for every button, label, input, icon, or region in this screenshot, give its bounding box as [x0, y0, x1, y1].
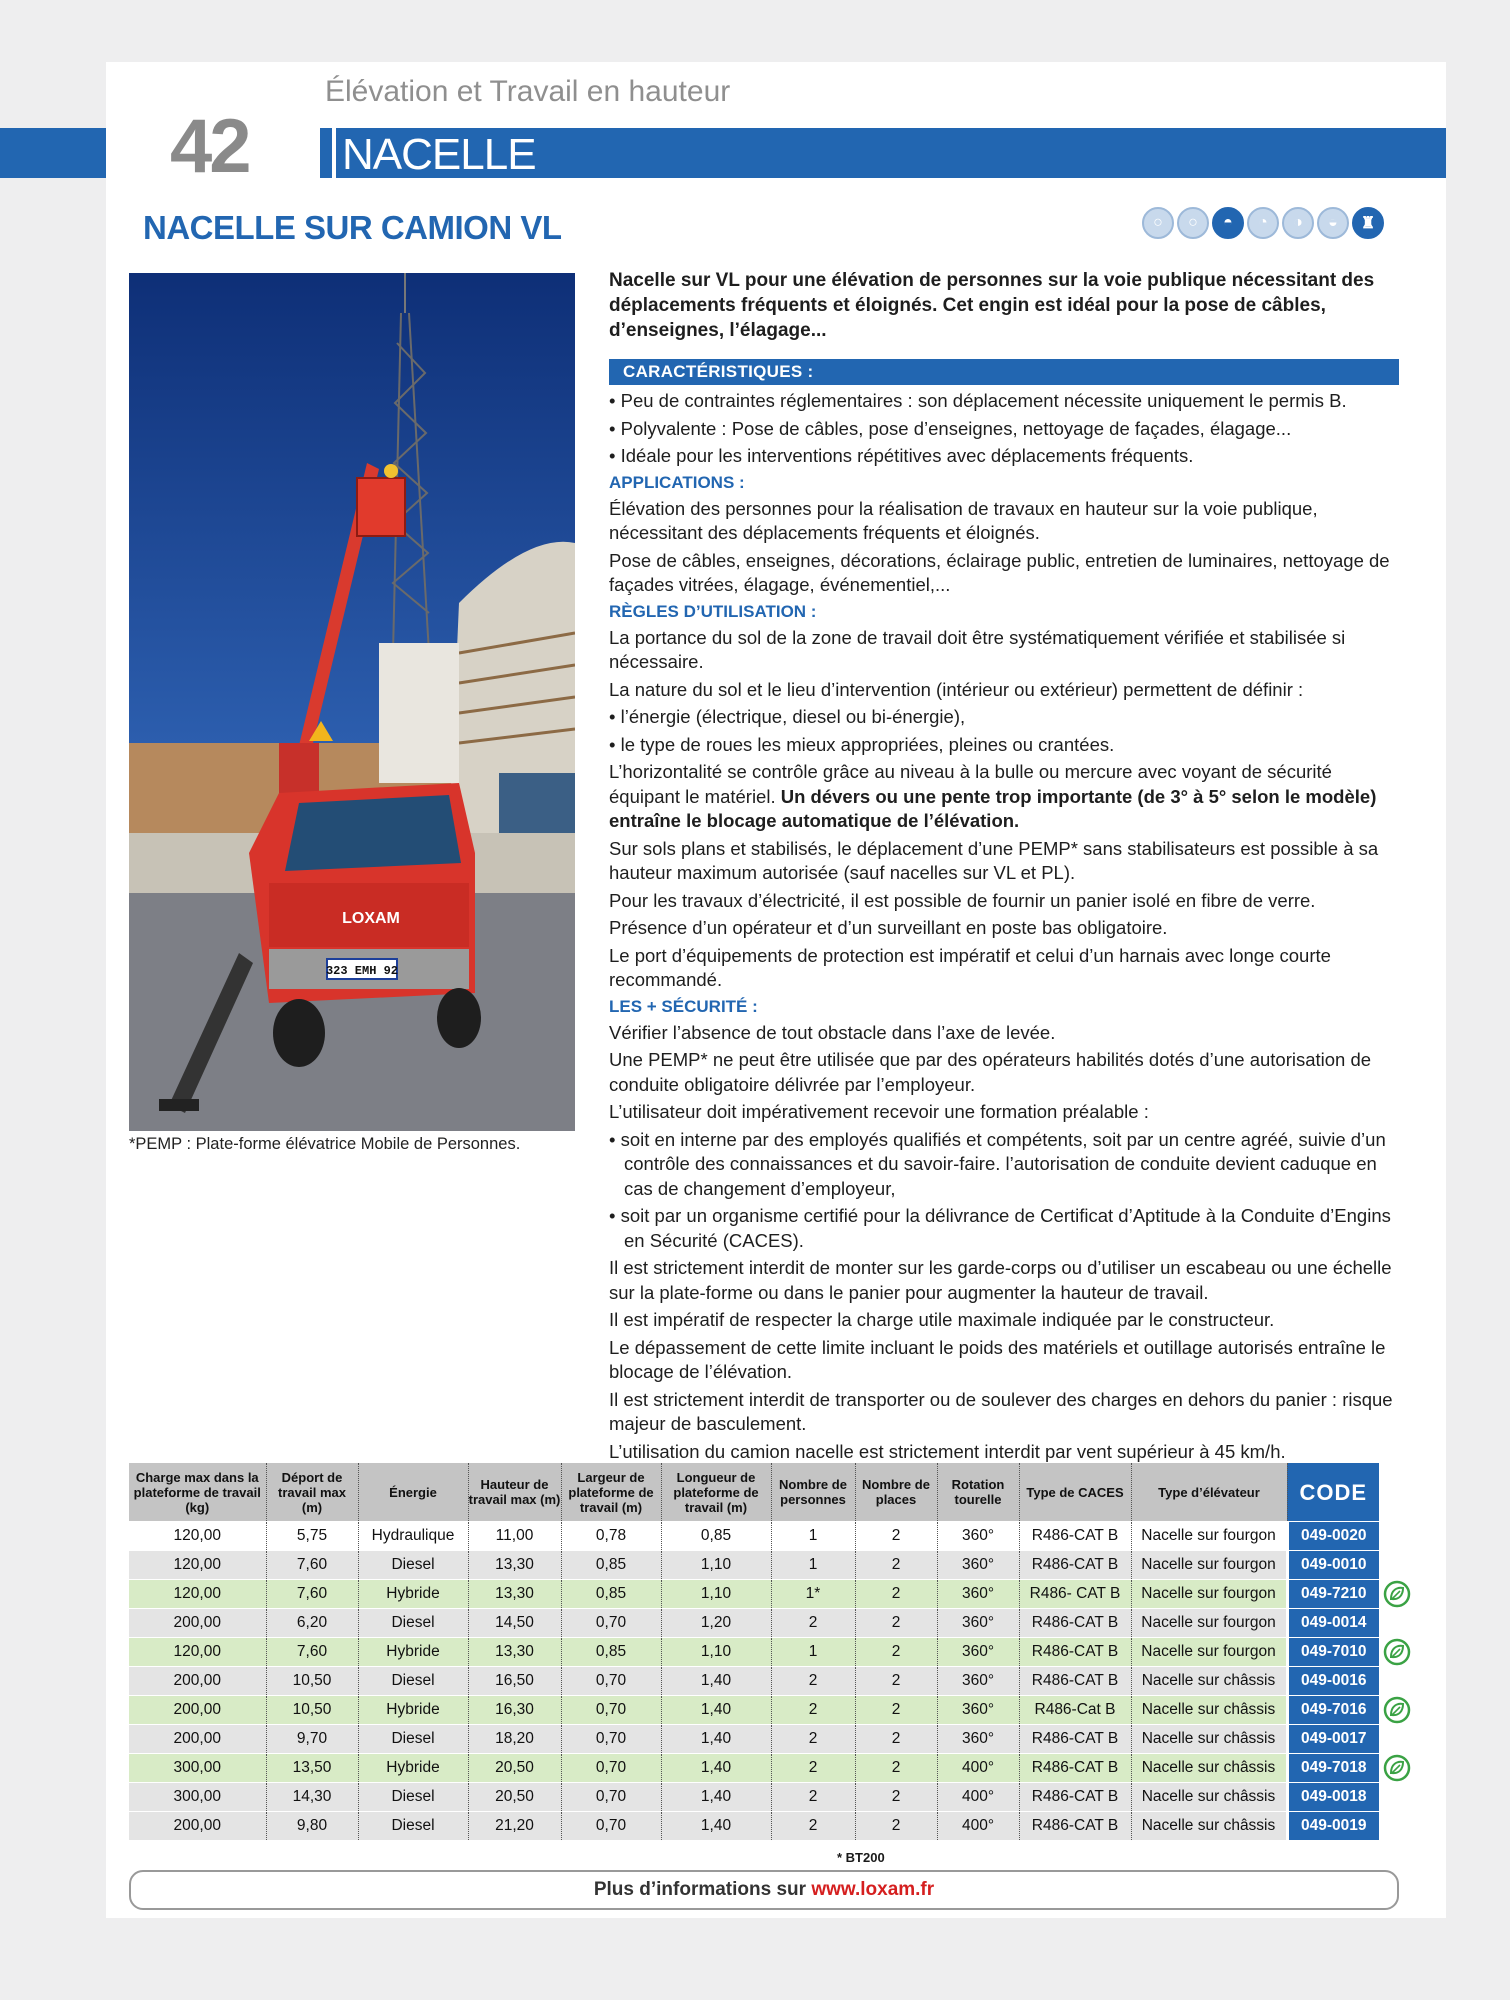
- applications-text: Pose de câbles, enseignes, décorations, éclairage public, entretien de luminaires, nettoyage de façades vitrées, élagage, événementiel,...: [609, 549, 1390, 595]
- cell-deport: 5,75: [266, 1522, 358, 1551]
- securite-heading: LES + SÉCURITÉ :: [609, 996, 758, 1016]
- cell-places: 2: [855, 1754, 937, 1783]
- cell-places: 2: [855, 1696, 937, 1725]
- cell-deport: 7,60: [266, 1638, 358, 1667]
- cell-longueur: 1,40: [661, 1696, 771, 1725]
- cell-caces: R486-CAT B: [1019, 1812, 1131, 1841]
- regles-bullet: • l’énergie (électrique, diesel ou bi-énergie),: [609, 705, 1399, 730]
- cell-hauteur: 13,30: [468, 1551, 561, 1580]
- col-header: Type d’élévateur: [1131, 1463, 1287, 1522]
- cell-charge: 120,00: [129, 1580, 266, 1609]
- cell-largeur: 0,70: [561, 1609, 661, 1638]
- col-header: Déport de travail max (m): [266, 1463, 358, 1522]
- col-header: Largeur de plateforme de travail (m): [561, 1463, 661, 1522]
- cell-caces: R486-CAT B: [1019, 1725, 1131, 1754]
- safety-icon-1: ○: [1142, 207, 1174, 239]
- table-row: [129, 1580, 1379, 1609]
- caracteristique-item: • Polyvalente : Pose de câbles, pose d’enseignes, nettoyage de façades, élagage...: [609, 417, 1399, 442]
- cell-charge: 200,00: [129, 1812, 266, 1841]
- cell-largeur: 0,70: [561, 1667, 661, 1696]
- safety-icon-2: ○: [1177, 207, 1209, 239]
- cell-energie: Diesel: [358, 1725, 468, 1754]
- applications-heading: APPLICATIONS :: [609, 472, 745, 492]
- cell-places: 2: [855, 1638, 937, 1667]
- cell-caces: R486-CAT B: [1019, 1522, 1131, 1551]
- cell-energie: Diesel: [358, 1783, 468, 1812]
- cell-deport: 9,70: [266, 1725, 358, 1754]
- category-title: NACELLE: [332, 128, 536, 178]
- table-row: [129, 1696, 1379, 1725]
- securite-text: Il est impératif de respecter la charge utile maximale indiquée par le constructeur.: [609, 1309, 1275, 1330]
- cell-personnes: 1: [771, 1551, 855, 1580]
- table-row: [129, 1638, 1379, 1667]
- cell-caces: R486-CAT B: [1019, 1609, 1131, 1638]
- cell-personnes: 2: [771, 1812, 855, 1841]
- cell-deport: 14,30: [266, 1783, 358, 1812]
- securite-bullet: • soit en interne par des employés qualifiés et compétents, soit par un centre agréé, suivie d’un contrôle des connaissances et du savoir-faire. l’autorisation de conduite devient caduque en cas de changement d’employeur,: [609, 1128, 1399, 1202]
- regles-warning: Un dévers ou une pente trop importante (de 3° à 5° selon le modèle) entraîne le blocage automatique de l’élévation.: [609, 785, 1377, 831]
- securite-text: L’utilisateur doit impérativement recevoir une formation préalable :: [609, 1101, 1149, 1122]
- securite-text: Il est strictement interdit de monter sur les garde-corps ou d’utiliser un escabeau ou une échelle sur la plate-forme ou dans le panier pour augmenter la hauteur de travail.: [609, 1257, 1392, 1303]
- cell-personnes: 1*: [771, 1580, 855, 1609]
- table-header-row: [129, 1463, 1379, 1522]
- cell-hauteur: 20,50: [468, 1783, 561, 1812]
- cell-longueur: 1,40: [661, 1783, 771, 1812]
- cell-hauteur: 20,50: [468, 1754, 561, 1783]
- cell-largeur: 0,70: [561, 1812, 661, 1841]
- helmet-icon: ◓: [1212, 207, 1244, 239]
- cell-longueur: 1,10: [661, 1638, 771, 1667]
- table-row: [129, 1551, 1379, 1580]
- cell-caces: R486-CAT B: [1019, 1667, 1131, 1696]
- regles-text: L’horizontalité se contrôle grâce au niveau à la bulle ou mercure avec voyant de sécurité équipant le matériel.: [609, 761, 1332, 807]
- cell-largeur: 0,78: [561, 1522, 661, 1551]
- cell-deport: 9,80: [266, 1812, 358, 1841]
- cell-charge: 200,00: [129, 1667, 266, 1696]
- cell-largeur: 0,85: [561, 1551, 661, 1580]
- securite-text: Il est strictement interdit de transporter ou de soulever des charges en dehors du panier : risque majeur de basculement.: [609, 1388, 1393, 1434]
- applications-text: Élévation des personnes pour la réalisation de travaux en hauteur sur la voie publique, nécessitant des déplacements fréquents et éloignés.: [609, 497, 1318, 543]
- regles-text: La nature du sol et le lieu d’intervention (intérieur ou extérieur) permettent de définir :: [609, 678, 1304, 700]
- cell-elevateur: Nacelle sur fourgon: [1131, 1609, 1287, 1638]
- cell-energie: Diesel: [358, 1667, 468, 1696]
- cell-hauteur: 11,00: [468, 1522, 561, 1551]
- eco-leaf-icon: [1383, 1696, 1411, 1724]
- cell-caces: R486-Cat B: [1019, 1696, 1131, 1725]
- cell-deport: 10,50: [266, 1667, 358, 1696]
- eco-leaf-icon: [1383, 1754, 1411, 1782]
- cell-hauteur: 14,50: [468, 1609, 561, 1638]
- cell-places: 2: [855, 1783, 937, 1812]
- table-row: [129, 1754, 1379, 1783]
- cell-largeur: 0,85: [561, 1638, 661, 1667]
- table-footnote: * BT200: [837, 1850, 885, 1865]
- col-header: Charge max dans la plateforme de travail (kg): [129, 1463, 266, 1522]
- cell-charge: 120,00: [129, 1551, 266, 1580]
- cell-charge: 120,00: [129, 1638, 266, 1667]
- product-photo: [129, 273, 575, 1131]
- cell-longueur: 1,40: [661, 1812, 771, 1841]
- photo-plate-text: 323 EMH 92: [325, 964, 399, 978]
- cell-places: 2: [855, 1609, 937, 1638]
- cell-hauteur: 18,20: [468, 1725, 561, 1754]
- col-header: Nombre de places: [855, 1463, 937, 1522]
- cell-code[interactable]: 049-0010: [1287, 1551, 1379, 1580]
- photo-brand-text: LOXAM: [342, 910, 400, 927]
- safety-icons: [1142, 207, 1384, 239]
- cell-energie: Hybride: [358, 1696, 468, 1725]
- cell-hauteur: 13,30: [468, 1580, 561, 1609]
- securite-text: Le dépassement de cette limite incluant le poids des matériels et outillage autorisés entraîne le blocage de l’élévation.: [609, 1336, 1386, 1382]
- cell-code[interactable]: 049-0018: [1287, 1783, 1379, 1812]
- description-column: [609, 268, 1399, 1467]
- caracteristique-item: • Peu de contraintes réglementaires : son déplacement nécessite uniquement le permis B.: [609, 389, 1399, 414]
- cell-elevateur: Nacelle sur châssis: [1131, 1754, 1287, 1783]
- cell-charge: 200,00: [129, 1696, 266, 1725]
- cell-places: 2: [855, 1812, 937, 1841]
- cell-rotation: 360°: [937, 1580, 1019, 1609]
- cell-elevateur: Nacelle sur châssis: [1131, 1696, 1287, 1725]
- cell-energie: Hydraulique: [358, 1522, 468, 1551]
- cell-largeur: 0,70: [561, 1696, 661, 1725]
- cell-largeur: 0,85: [561, 1580, 661, 1609]
- cell-charge: 200,00: [129, 1609, 266, 1638]
- cell-largeur: 0,70: [561, 1783, 661, 1812]
- cell-rotation: 400°: [937, 1812, 1019, 1841]
- cell-caces: R486- CAT B: [1019, 1580, 1131, 1609]
- table-body: [129, 1522, 1379, 1841]
- cell-code[interactable]: 049-7010: [1287, 1638, 1379, 1667]
- cell-charge: 300,00: [129, 1783, 266, 1812]
- cell-deport: 7,60: [266, 1551, 358, 1580]
- regles-text: Pour les travaux d’électricité, il est possible de fournir un panier isolé en fibre de verre.: [609, 889, 1316, 911]
- cell-energie: Hybride: [358, 1754, 468, 1783]
- table-row: [129, 1725, 1379, 1754]
- safety-icon-5: ◑: [1282, 207, 1314, 239]
- cell-elevateur: Nacelle sur fourgon: [1131, 1522, 1287, 1551]
- securite-text: Une PEMP* ne peut être utilisée que par des opérateurs habilités dotés d’une autorisation de conduite obligatoire délivrée par l’employeur.: [609, 1049, 1372, 1095]
- cell-energie: Diesel: [358, 1609, 468, 1638]
- cell-largeur: 0,70: [561, 1754, 661, 1783]
- cell-places: 2: [855, 1725, 937, 1754]
- col-header: Hauteur de travail max (m): [468, 1463, 561, 1522]
- table-row: [129, 1609, 1379, 1638]
- intro-paragraph: Nacelle sur VL pour une élévation de personnes sur la voie publique nécessitant des déplacements fréquents et éloignés. Cet engin est idéal pour la pose de câbles, d’enseignes, l’élagage...: [609, 270, 1375, 341]
- table-row: [129, 1783, 1379, 1812]
- cell-energie: Diesel: [358, 1551, 468, 1580]
- cell-hauteur: 13,30: [468, 1638, 561, 1667]
- col-header: Type de CACES: [1019, 1463, 1131, 1522]
- page-number: 42: [170, 104, 249, 189]
- cell-caces: R486-CAT B: [1019, 1754, 1131, 1783]
- harness-icon: ♜: [1352, 207, 1384, 239]
- cell-caces: R486-CAT B: [1019, 1551, 1131, 1580]
- regles-bullet: • le type de roues les mieux appropriées, pleines ou crantées.: [609, 733, 1399, 758]
- cell-rotation: 360°: [937, 1609, 1019, 1638]
- cell-caces: R486-CAT B: [1019, 1638, 1131, 1667]
- cell-personnes: 2: [771, 1696, 855, 1725]
- left-accent-band: [0, 128, 106, 178]
- cell-personnes: 2: [771, 1667, 855, 1696]
- cell-longueur: 1,40: [661, 1725, 771, 1754]
- regles-text: Présence d’un opérateur et d’un surveillant en poste bas obligatoire.: [609, 917, 1168, 938]
- regles-horizontalite: [609, 760, 1399, 834]
- cell-energie: Hybride: [358, 1580, 468, 1609]
- specs-table: [129, 1463, 1379, 1840]
- cell-rotation: 360°: [937, 1551, 1019, 1580]
- cell-hauteur: 21,20: [468, 1812, 561, 1841]
- cell-charge: 120,00: [129, 1522, 266, 1551]
- regles-text: La portance du sol de la zone de travail doit être systématiquement vérifiée et stabilisée si nécessaire.: [609, 626, 1346, 672]
- cell-personnes: 2: [771, 1725, 855, 1754]
- cell-elevateur: Nacelle sur fourgon: [1131, 1580, 1287, 1609]
- table-row: [129, 1812, 1379, 1841]
- caracteristique-item: • Idéale pour les interventions répétitives avec déplacements fréquents.: [609, 444, 1399, 469]
- cell-code[interactable]: 049-0020: [1287, 1522, 1379, 1551]
- regles-text: Sur sols plans et stabilisés, le déplacement d’une PEMP* sans stabilisateurs est possible à sa hauteur maximum autorisée (sauf nacelles sur VL et PL).: [609, 837, 1379, 883]
- cell-longueur: 1,10: [661, 1551, 771, 1580]
- cell-code[interactable]: 049-0017: [1287, 1725, 1379, 1754]
- cell-rotation: 360°: [937, 1725, 1019, 1754]
- cell-rotation: 400°: [937, 1754, 1019, 1783]
- regles-text: Le port d’équipements de protection est impératif et celui d’un harnais avec longe courte recommandé.: [609, 944, 1331, 990]
- cell-code[interactable]: 049-0014: [1287, 1609, 1379, 1638]
- section-kicker: Élévation et Travail en hauteur: [325, 75, 731, 108]
- col-header: Nombre de personnes: [771, 1463, 855, 1522]
- pemp-caption: *PEMP : Plate-forme élévatrice Mobile de Personnes.: [129, 1135, 521, 1153]
- cell-personnes: 1: [771, 1522, 855, 1551]
- cell-elevateur: Nacelle sur fourgon: [1131, 1551, 1287, 1580]
- cell-longueur: 1,40: [661, 1754, 771, 1783]
- cell-elevateur: Nacelle sur châssis: [1131, 1667, 1287, 1696]
- cell-elevateur: Nacelle sur fourgon: [1131, 1638, 1287, 1667]
- col-header: Rotation tourelle: [937, 1463, 1019, 1522]
- cell-code[interactable]: 049-7018: [1287, 1754, 1379, 1783]
- cell-longueur: 1,40: [661, 1667, 771, 1696]
- cell-code[interactable]: 049-0019: [1287, 1812, 1379, 1841]
- cell-deport: 10,50: [266, 1696, 358, 1725]
- cell-rotation: 360°: [937, 1522, 1019, 1551]
- cell-personnes: 1: [771, 1638, 855, 1667]
- cell-code[interactable]: 049-7210: [1287, 1580, 1379, 1609]
- cell-personnes: 2: [771, 1783, 855, 1812]
- cell-personnes: 2: [771, 1754, 855, 1783]
- code-header: CODE: [1287, 1463, 1379, 1522]
- footer-bar: [129, 1870, 1399, 1910]
- securite-bullet: • soit par un organisme certifié pour la délivrance de Certificat d’Aptitude à la Conduite d’Engins en Sécurité (CACES).: [609, 1204, 1399, 1253]
- cell-places: 2: [855, 1551, 937, 1580]
- cell-deport: 13,50: [266, 1754, 358, 1783]
- table-row: [129, 1667, 1379, 1696]
- cell-code[interactable]: 049-7016: [1287, 1696, 1379, 1725]
- safety-icon-4: ◔: [1247, 207, 1279, 239]
- col-header: Énergie: [358, 1463, 468, 1522]
- cell-hauteur: 16,50: [468, 1667, 561, 1696]
- cell-personnes: 2: [771, 1609, 855, 1638]
- cell-energie: Hybride: [358, 1638, 468, 1667]
- regles-heading: RÈGLES D’UTILISATION :: [609, 601, 817, 621]
- securite-text: Vérifier l’absence de tout obstacle dans l’axe de levée.: [609, 1021, 1056, 1043]
- cell-rotation: 360°: [937, 1638, 1019, 1667]
- cell-charge: 300,00: [129, 1754, 266, 1783]
- footer-prefix: Plus d’informations sur: [593, 1879, 812, 1900]
- table-row: [129, 1522, 1379, 1551]
- cell-longueur: 1,10: [661, 1580, 771, 1609]
- cell-charge: 200,00: [129, 1725, 266, 1754]
- cell-longueur: 0,85: [661, 1522, 771, 1551]
- caracteristiques-heading: CARACTÉRISTIQUES :: [609, 359, 1399, 385]
- cell-places: 2: [855, 1667, 937, 1696]
- safety-icon-6: ◒: [1317, 207, 1349, 239]
- cell-rotation: 360°: [937, 1667, 1019, 1696]
- cell-rotation: 360°: [937, 1696, 1019, 1725]
- product-title: NACELLE SUR CAMION VL: [143, 209, 562, 246]
- eco-leaf-icon: [1383, 1580, 1411, 1608]
- cell-deport: 7,60: [266, 1580, 358, 1609]
- securite-text: L’utilisation du camion nacelle est strictement interdit par vent supérieur à 45 km/h.: [609, 1440, 1286, 1462]
- cell-elevateur: Nacelle sur châssis: [1131, 1725, 1287, 1754]
- cell-rotation: 400°: [937, 1783, 1019, 1812]
- cell-places: 2: [855, 1522, 937, 1551]
- cell-largeur: 0,70: [561, 1725, 661, 1754]
- cell-longueur: 1,20: [661, 1609, 771, 1638]
- cell-elevateur: Nacelle sur châssis: [1131, 1783, 1287, 1812]
- cell-caces: R486-CAT B: [1019, 1783, 1131, 1812]
- cell-energie: Diesel: [358, 1812, 468, 1841]
- cell-code[interactable]: 049-0016: [1287, 1667, 1379, 1696]
- col-header: Longueur de plateforme de travail (m): [661, 1463, 771, 1522]
- eco-leaf-icon: [1383, 1638, 1411, 1666]
- cell-deport: 6,20: [266, 1609, 358, 1638]
- footer-url-link[interactable]: www.loxam.fr: [811, 1879, 935, 1900]
- cell-hauteur: 16,30: [468, 1696, 561, 1725]
- cell-places: 2: [855, 1580, 937, 1609]
- cell-elevateur: Nacelle sur châssis: [1131, 1812, 1287, 1841]
